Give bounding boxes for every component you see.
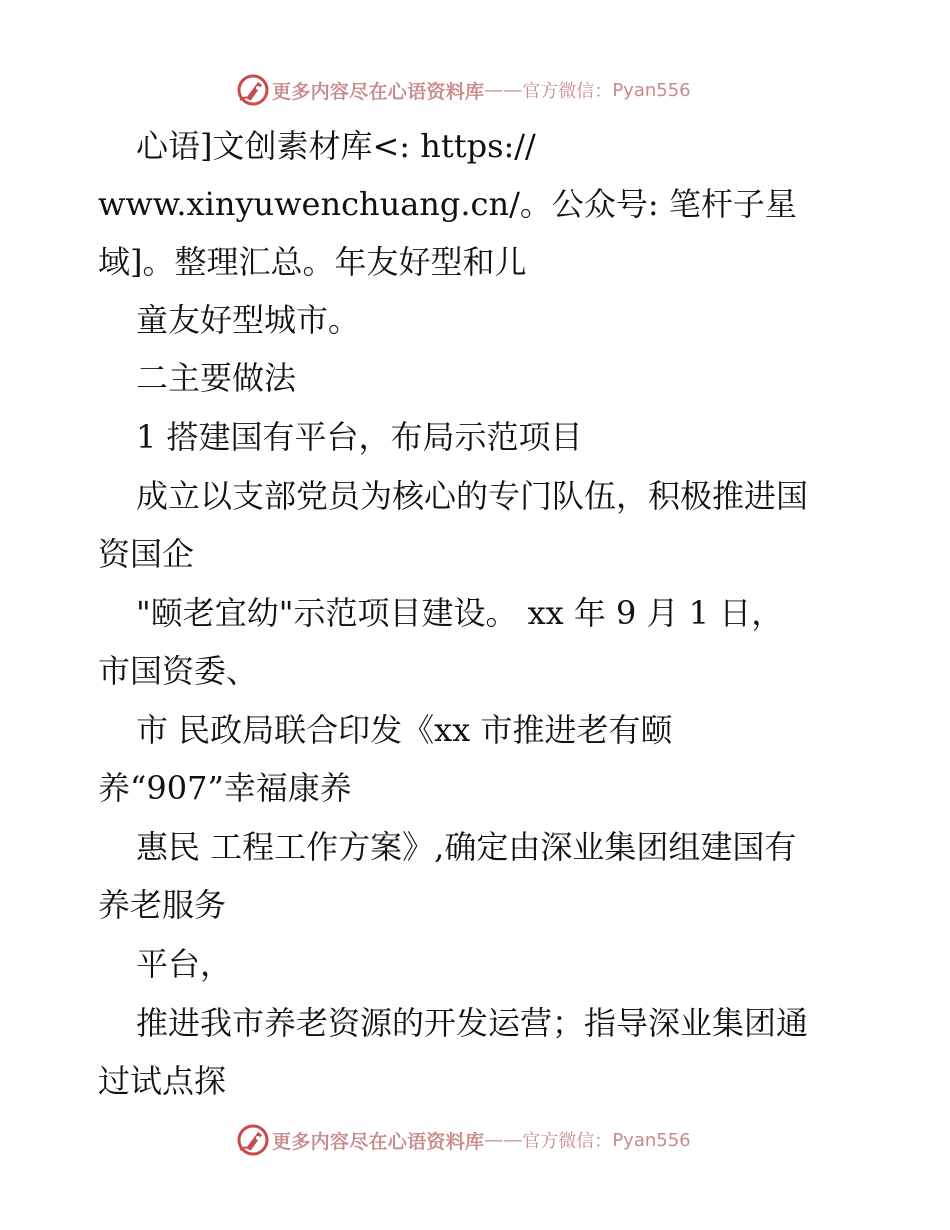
footer-banner[interactable]: [236, 1123, 691, 1157]
footer-banner-contact: 官方微信：: [522, 1131, 613, 1152]
body-line: 成立以支部党员为核心的专门队伍，积极推进国: [136, 477, 809, 515]
body-line: 养老服务: [98, 886, 227, 924]
header-banner-contact: 官方微信：: [522, 81, 613, 102]
header-banner-id: Pyan556: [612, 79, 691, 101]
body-line: 市 民政局联合印发《xx 市推进老有颐: [136, 711, 673, 749]
footer-banner-id: Pyan556: [612, 1129, 691, 1151]
body-line: www.xinyuwenchuang.cn/。公众号: 笔杆子星: [98, 185, 797, 223]
body-line: 二主要做法: [136, 359, 297, 397]
body-line: 平台，: [136, 945, 233, 983]
header-banner-text: 更多内容尽在心语资料库: [272, 80, 485, 103]
footer-banner-text: 更多内容尽在心语资料库: [272, 1130, 485, 1153]
body-line: 市国资委、: [98, 652, 259, 690]
footer-banner-rule: ——: [484, 1129, 523, 1151]
pen-nib-icon: [236, 1123, 270, 1157]
body-line: 童友好型城市。: [136, 301, 361, 339]
body-line: 域]。整理汇总。年友好型和儿: [98, 243, 527, 281]
pen-nib-icon: [236, 73, 270, 107]
body-line: "颐老宜幼"示范项目建设。 xx 年 9 月 1 日，: [136, 594, 784, 632]
body-line: 惠民 工程工作方案》,确定由深业集团组建国有: [136, 828, 797, 866]
body-line: 养“907”幸福康养: [98, 769, 352, 807]
body-line: 资国企: [98, 535, 195, 573]
header-banner[interactable]: [236, 73, 691, 107]
body-line: 过试点探: [98, 1062, 227, 1100]
body-line: 推进我市养老资源的开发运营；指导深业集团通: [136, 1004, 809, 1042]
body-line: 1 搭建国有平台，布局示范项目: [136, 418, 583, 456]
body-line: 心语]文创素材库<: https://: [136, 127, 536, 165]
header-banner-rule: ——: [484, 79, 523, 101]
